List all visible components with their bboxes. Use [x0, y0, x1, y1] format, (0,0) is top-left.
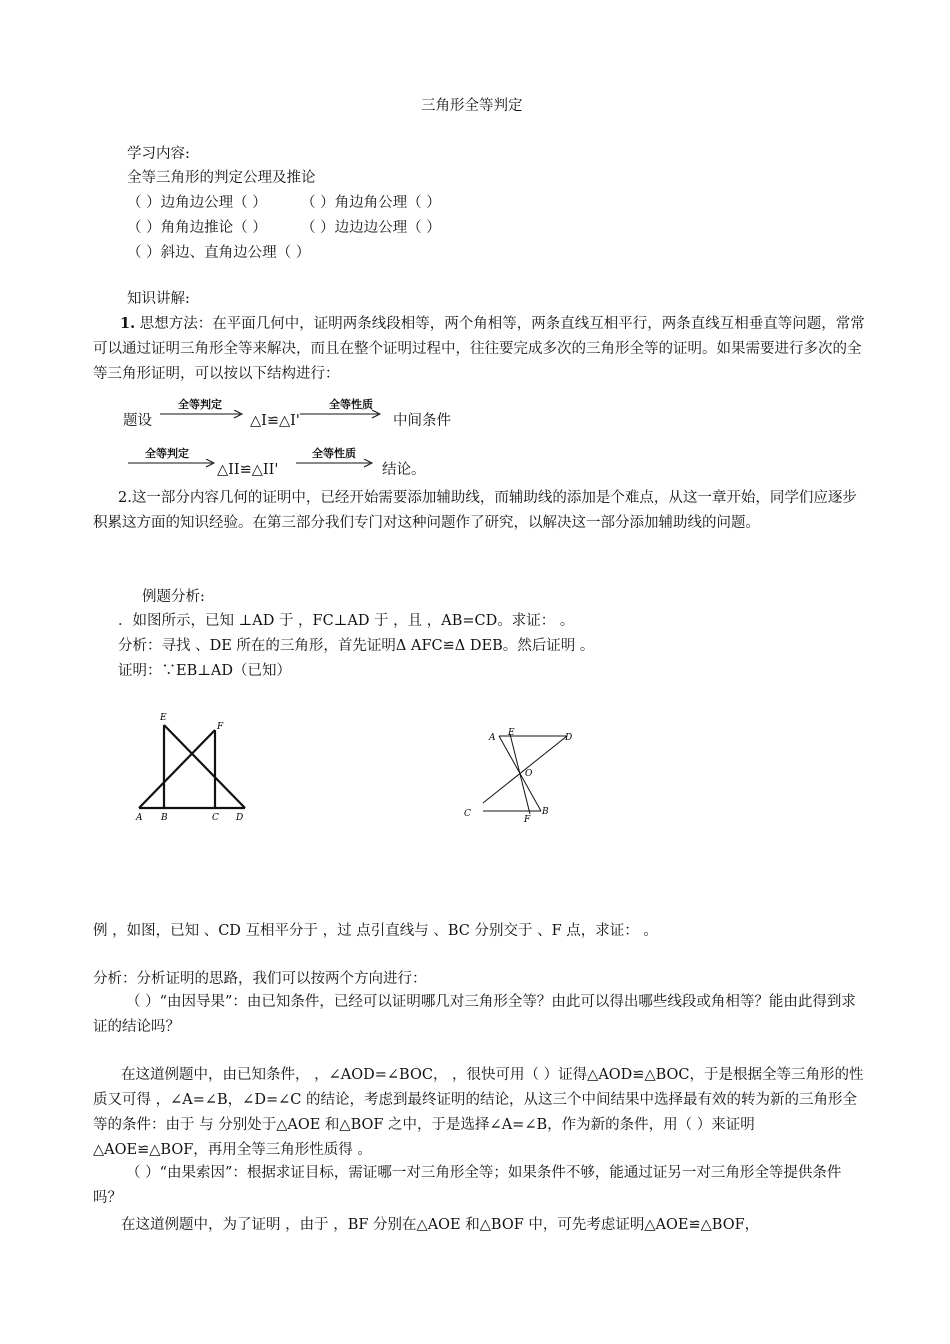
fig1-label-b: B — [161, 813, 168, 823]
flow-arrow-2-label: 全等性质 — [329, 398, 373, 411]
direction-2: （ ）“由果索因”：根据求证目标，需证哪一对三角形全等；如果条件不够，能通过证另一对三角形全等提供条件吗？ — [93, 1165, 842, 1206]
flow-triangles-2: △II≌△II' — [217, 462, 279, 478]
flow-arrow-4-label: 全等性质 — [312, 447, 356, 460]
theorem-aas: （ ）角角边推论（ ） — [127, 220, 267, 236]
analysis-paragraph-a: 在这道例题中，由已知条件， ，∠AOD=∠BOC， ，很快可用（ ）证得△AOD≌△BOC，于是根据全等三角形的性质又可得 ，∠A=∠B，∠D=∠C 的结论，考虑到最终证明的结论，从这三个中间结果中选择最有效的转为新的三角形全等的条件：由于 与 分别处于△AOE 和△BOF 之中，于是选择∠A=∠B，作为新的条件，用（ ）来证明△AOE≌△BOF，再用全等三角形性质得 。 — [93, 1067, 864, 1158]
page-title: 三角形全等判定 — [421, 98, 523, 114]
figure-1 — [128, 705, 253, 825]
theorem-sss: （ ）边边边公理（ ） — [301, 220, 441, 236]
fig1-label-a: A — [136, 813, 143, 823]
flow-arrow-3 — [128, 459, 218, 469]
flow-arrow-3-label: 全等判定 — [145, 447, 189, 460]
study-subheading: 全等三角形的判定公理及推论 — [127, 170, 316, 186]
fig1-label-d: D — [236, 813, 244, 823]
fig1-label-f: F — [217, 722, 224, 732]
theorem-hl: （ ）斜边、直角边公理（ ） — [127, 245, 311, 261]
proof-1: 证明：∵EB⊥AD（已知） — [118, 663, 291, 679]
knowledge-paragraph-2: 2.这一部分内容几何的证明中，已经开始需要添加辅助线，而辅助线的添加是个难点，从这一章开始，同学们应逐步积累这方面的知识经验。在第三部分我们专门对这种问题作了研究，以解决这一部分添加辅助线的问题。 — [93, 490, 857, 531]
analysis-1: 分析：寻找 、DE 所在的三角形，首先证明Δ AFC≌Δ DEB。然后证明 。 — [118, 638, 595, 654]
analysis-2: 分析：分析证明的思路，我们可以按两个方向进行： — [93, 971, 427, 987]
theorem-sas: （ ）边角边公理（ ） — [127, 195, 267, 211]
fig1-label-e: E — [160, 713, 167, 723]
flow-start: 题设 — [123, 413, 152, 429]
fig2-label-a: A — [489, 733, 496, 743]
paragraph-text: 思想方法：在平面几何中，证明两条线段相等，两个角相等，两条直线互相平行，两条直线互相垂直等问题，常常可以通过证明三角形全等来解决，而且在整个证明过程中，往往要完成多次的三角形全等的证明。如果需要进行多次的全等三角形证明，可以按以下结构进行： — [93, 316, 865, 382]
flow-middle: 中间条件 — [393, 413, 451, 429]
fig1-label-c: C — [212, 813, 219, 823]
study-heading: 学习内容: — [127, 146, 190, 162]
flow-arrow-1 — [160, 410, 245, 420]
example-1: ．如图所示，已知 ⊥AD 于 ，FC⊥AD 于 ，且 ，AB=CD。求证： 。 — [118, 613, 575, 629]
example-2: 例 ，如图，已知 、CD 互相平分于 ，过 点引直线与 、BC 分别交于 、F 点，求证： 。 — [93, 923, 658, 939]
knowledge-paragraph-1 — [93, 311, 868, 387]
analysis-paragraph-b: 在这道例题中，为了证明 ，由于 ，BF 分别在△AOE 和△BOF 中，可先考虑证明△AOE≌△BOF， — [121, 1217, 760, 1233]
direction-1: （ ）“由因导果”：由已知条件，已经可以证明哪几对三角形全等？由此可以得出哪些线段或角相等？能由此得到求证的结论吗？ — [93, 994, 856, 1035]
paragraph-number: 1. — [120, 315, 136, 332]
theorem-asa: （ ）角边角公理（ ） — [301, 195, 441, 211]
fig2-label-e: E — [508, 728, 515, 738]
flow-end: 结论。 — [382, 462, 426, 478]
flow-arrow-2 — [300, 410, 385, 420]
fig2-label-o: O — [525, 769, 533, 779]
fig2-label-b: B — [542, 807, 549, 817]
flow-arrow-1-label: 全等判定 — [178, 398, 222, 411]
fig2-label-c-text: C — [464, 809, 471, 819]
fig2-label-d: D — [565, 733, 573, 743]
knowledge-heading: 知识讲解: — [127, 291, 190, 307]
flow-triangles-1: △I≌△I' — [250, 413, 300, 429]
fig2-label-f: F — [524, 815, 531, 825]
figure-2 — [483, 726, 583, 826]
flow-arrow-4 — [296, 459, 376, 469]
examples-heading: 例题分析: — [142, 589, 205, 605]
